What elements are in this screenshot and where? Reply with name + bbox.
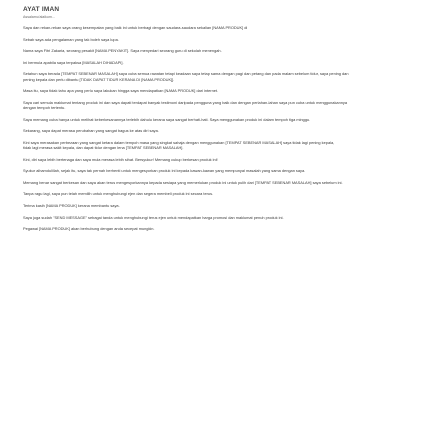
paragraph-2: Sebab saya ada pengalaman yang tak boleh saya lupa. [23,36,119,42]
paragraph-14: Tanpa ragu lagi, saya pun telah memilih untuk menghubungi ejen dan segera membeli produk ini secara terus. [23,191,214,197]
paragraph-11: Kini, diri saya lebih bertenaga dan saya mula merasa lebih sihat. Bersyukur! Memang cukup berkesan produk ini! [23,156,218,162]
greeting-line: Assalamu'alaikum... [23,15,55,19]
paragraph-13: Memang benar sangat berkesan dan saya akan terus mengesyorkannya kepada sesiapa yang memerlukan produk ini untuk pulih dari [TEMPAT SEBENAR MASALAH] saya sebelum ini. [23,179,343,185]
paragraph-1: Saya dan rekan-rekan saya orang kesempatan yang baik ini untuk berbagi dengan saudara-saudara sekalian [NAMA PRODUK] di [23,25,248,30]
paragraph-6: Masa itu, saya tidak tahu apa yang perlu saya lakukan hingga saya mendapatkan [NAMA PRODUK] dari internet. [23,88,219,94]
paragraph-16: Saya juga sudah "SEND MESSAGE" sebagai tanda untuk menghubungi terus ejen untuk mendapatkan harga promosi dan maklumat penuh produk ini. [23,214,284,220]
paragraph-3: Nama saya Fitri Zakaria, seorang pesakit [NAMA PENYAKIT]. Saya menyedari seorang guru di sekolah menengah. [23,48,222,54]
paragraph-5: Setahun saya berada [TEMPAT SEBENAR MASALAH] saya cuba semua rawatan tetapi keadaan saya tetap sama dengan pagi dan petang dan pada malam sebelum tidur, saya pening dan pening kepala dan perlu dibantu [TIDAK DAPAT TIDUR KERANA DI [NAMA PRODUK]]. [23,71,349,82]
paragraph-9: Sekarang, saya dapat merasa perubahan yang sangat bagus ke atas diri saya. [23,128,159,134]
paragraph-12: Syukur alhamdulillah, sejak itu, saya tak pernah berhenti untuk mengesyorkan produk ini kepada kawan-kawan yang mempunyai masalah yang sama dengan saya. [23,168,306,174]
paragraph-7: Saya cari semula maklumat tentang produk ini dan saya dapati terdapat banyak testimoni daripada pengguna yang baik dan dengan perlahan-lahan saya pun cuba untuk menggunakannya dengan tempoh tertentu. [23,99,348,110]
document-header: AYAT IMAN [23,6,60,13]
paragraph-10: Kini saya merasakan perbezaan yang sangat ketara dalam tempoh masa yang singkat sahaja dengan menggunakan [TEMPAT SEBENAR MASALAH] saya tidak lagi pening kepala, tidak lagi merasa sakit kepala, dan dapat tidur dengan lena [TEMPAT SEBENAR MASALAH]. [23,139,335,150]
paragraph-8: Saya memang cuba hanya untuk melihat keberkesanannya terlebih dahulu kerana saya sangat berhati-hati. Saya menggunakan produk ini dalam tempoh tiga minggu. [23,116,311,122]
paragraph-4: Ini bermula apabila saya terpaksa [MASALAH DIHADAPI]. [23,59,124,65]
paragraph-15: Terima kasih [NAMA PRODUK] kerana membantu saya. [23,202,120,208]
paragraph-17: Pegawai [NAMA PRODUK] akan berhubung dengan anda secepat mungkin. [23,226,155,232]
